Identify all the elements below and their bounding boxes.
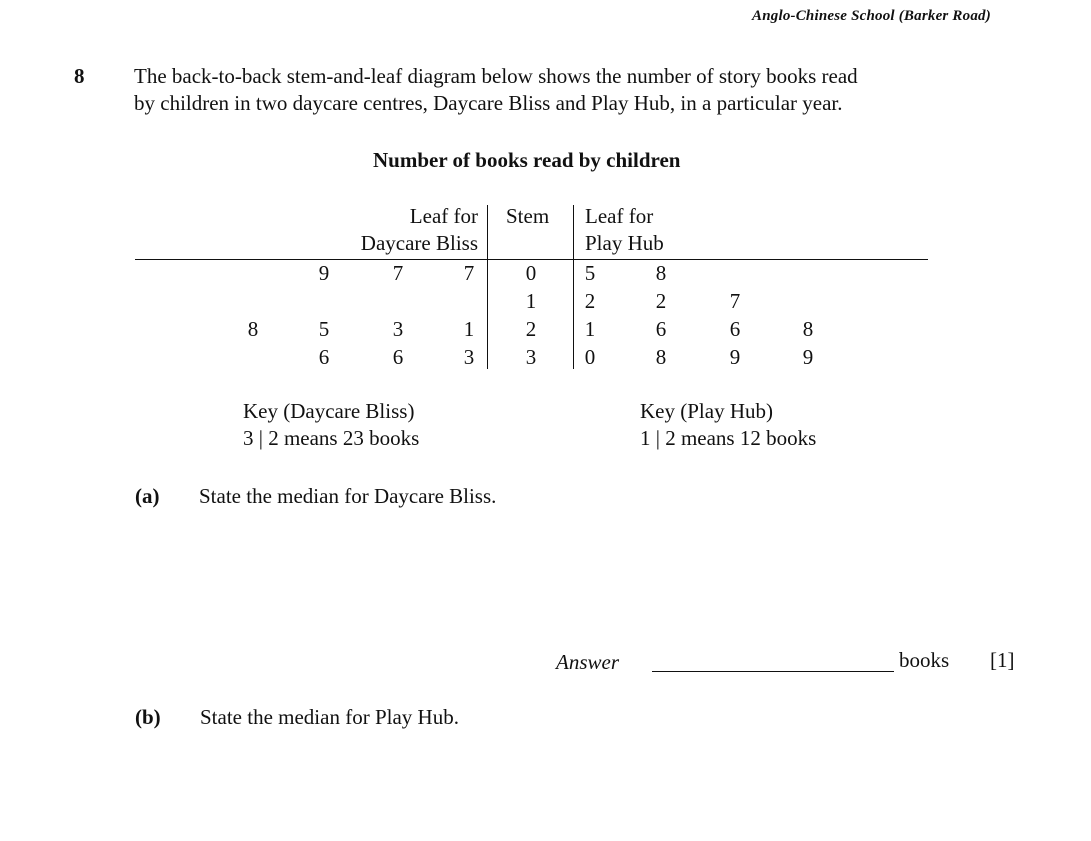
key-play-hub-title: Key (Play Hub): [640, 399, 773, 423]
right-leaf: 7: [729, 289, 741, 313]
stem-value: 2: [525, 317, 537, 341]
right-leaf-header-line-1: Leaf for: [585, 204, 654, 228]
right-leaf: 2: [584, 289, 596, 313]
right-leaf: 9: [802, 345, 814, 369]
question-intro-line-1: The back-to-back stem-and-leaf diagram below shows the number of story books read: [134, 64, 858, 88]
key-play-hub-text: 1 | 2 means 12 books: [640, 426, 817, 450]
left-leaf: 3: [392, 317, 404, 341]
left-leaf: 9: [318, 261, 330, 285]
part-b-text: State the median for Play Hub.: [200, 705, 459, 729]
school-header: Anglo-Chinese School (Barker Road): [752, 8, 991, 24]
question-intro-line-2: by children in two daycare centres, Daycare Bliss and Play Hub, in a particular year.: [134, 91, 843, 115]
left-leaf: 7: [463, 261, 475, 285]
left-divider: [487, 205, 488, 369]
key-daycare-bliss: [243, 398, 419, 452]
key-daycare-bliss-title: Key (Daycare Bliss): [243, 399, 415, 423]
left-leaf: 1: [463, 317, 475, 341]
stem-value: 1: [525, 289, 537, 313]
left-leaf-header: [340, 203, 478, 257]
right-leaf: 6: [729, 317, 741, 341]
left-leaf: 6: [392, 345, 404, 369]
right-leaf: 1: [584, 317, 596, 341]
left-leaf-header-line-1: Leaf for: [409, 204, 478, 228]
key-play-hub: [640, 398, 816, 452]
left-leaf: 5: [318, 317, 330, 341]
right-leaf: 9: [729, 345, 741, 369]
stem-value: 3: [525, 345, 537, 369]
right-leaf: 8: [655, 261, 667, 285]
right-leaf: 6: [655, 317, 667, 341]
left-leaf: 7: [392, 261, 404, 285]
left-leaf: 6: [318, 345, 330, 369]
right-leaf: 8: [655, 345, 667, 369]
right-leaf-header: [585, 203, 664, 257]
part-b-label: (b): [135, 705, 161, 729]
answer-unit: books: [899, 648, 950, 672]
right-leaf: 2: [655, 289, 667, 313]
key-daycare-bliss-text: 3 | 2 means 23 books: [243, 426, 420, 450]
right-divider: [573, 205, 574, 369]
left-leaf: 8: [247, 317, 259, 341]
stem-value: 0: [525, 261, 537, 285]
question-intro: [134, 63, 858, 117]
answer-blank-line[interactable]: [652, 671, 894, 672]
answer-label: Answer: [556, 650, 619, 674]
stem-header: Stem: [506, 204, 550, 228]
right-leaf: 5: [584, 261, 596, 285]
marks-label: [1]: [990, 648, 1015, 672]
right-leaf: 8: [802, 317, 814, 341]
left-leaf-header-line-2: Daycare Bliss: [360, 231, 478, 255]
header-rule: [135, 259, 928, 260]
right-leaf: 0: [584, 345, 596, 369]
part-a-label: (a): [135, 484, 160, 508]
part-a-text: State the median for Daycare Bliss.: [199, 484, 497, 508]
right-leaf-header-line-2: Play Hub: [585, 231, 664, 255]
left-leaf: 3: [463, 345, 475, 369]
diagram-title: Number of books read by children: [373, 148, 681, 172]
question-number: 8: [74, 64, 85, 88]
